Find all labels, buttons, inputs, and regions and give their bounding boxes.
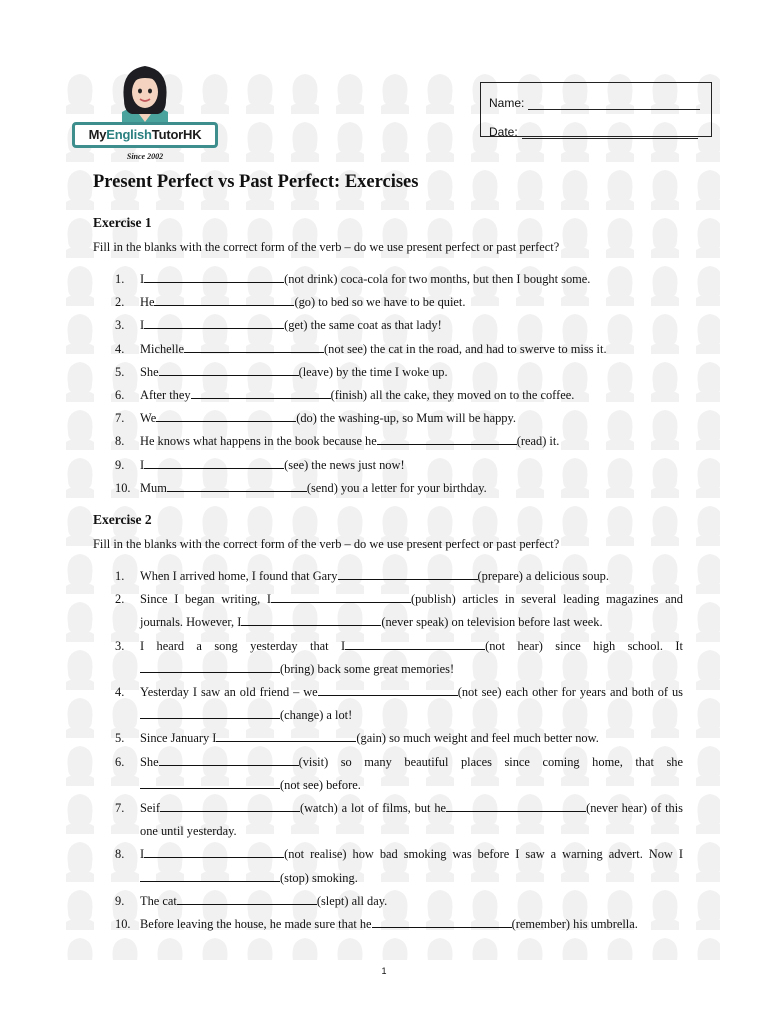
question-text: (finish) all the cake, they moved on to the coffee. bbox=[330, 388, 575, 403]
answer-blank[interactable] bbox=[191, 386, 331, 399]
answer-blank[interactable] bbox=[177, 892, 317, 905]
exercise-2-heading: Exercise 2 bbox=[93, 512, 152, 528]
question-number: 2. bbox=[115, 295, 125, 310]
question-text: (not drink) coca-cola for two months, but then I bought some. bbox=[284, 272, 591, 286]
question-text: (visit) so many beautiful places since coming home, that she bbox=[298, 754, 683, 769]
exercise2-question bbox=[93, 565, 683, 588]
answer-blank[interactable] bbox=[144, 845, 284, 858]
answer-blank[interactable] bbox=[140, 706, 280, 719]
question-text: (go) to bed so we have to be quiet. bbox=[294, 295, 466, 310]
question-number: 8. bbox=[115, 434, 125, 449]
watermark-avatar-icon bbox=[375, 70, 415, 114]
answer-blank[interactable] bbox=[241, 613, 381, 626]
question-text: (not see) each other for years and both of us bbox=[457, 685, 683, 700]
exercise-2-list bbox=[93, 565, 683, 936]
question-text: Michelle bbox=[140, 341, 185, 356]
answer-blank[interactable] bbox=[144, 456, 284, 469]
question-number: 8. bbox=[115, 847, 125, 862]
watermark-avatar-icon bbox=[690, 550, 720, 594]
question-number: 4. bbox=[115, 341, 125, 356]
name-row bbox=[489, 88, 711, 110]
question-number: 3. bbox=[115, 318, 125, 333]
question-text: I heard a song yesterday that I bbox=[140, 638, 346, 653]
answer-blank[interactable] bbox=[144, 270, 284, 283]
question-text: (not see) before. bbox=[280, 777, 361, 792]
question-text: I bbox=[140, 272, 145, 286]
question-text: (read) it. bbox=[516, 434, 560, 449]
watermark-avatar-icon bbox=[690, 886, 720, 930]
question-text: (leave) by the time I woke up. bbox=[298, 364, 448, 379]
watermark-avatar-icon bbox=[105, 934, 145, 960]
question-text: After they bbox=[140, 388, 191, 403]
watermark-avatar-icon bbox=[330, 118, 370, 162]
question-text: (change) a lot! bbox=[280, 708, 353, 723]
watermark-avatar-icon bbox=[690, 934, 720, 960]
question-text: I bbox=[140, 847, 145, 862]
question-number: 7. bbox=[115, 801, 125, 816]
question-text: (prepare) a delicious soup. bbox=[477, 569, 609, 584]
question-text: He knows what happens in the book because he bbox=[140, 434, 377, 449]
question-text: (slept) all day. bbox=[316, 893, 388, 908]
watermark-avatar-icon bbox=[285, 70, 325, 114]
exercise-1-heading: Exercise 1 bbox=[93, 215, 152, 230]
exercise1-question bbox=[93, 454, 683, 477]
exercise1-question bbox=[93, 338, 683, 361]
exercise2-question bbox=[93, 890, 683, 913]
question-text: He bbox=[140, 295, 155, 310]
name-date-box bbox=[480, 82, 712, 137]
answer-blank[interactable] bbox=[154, 293, 294, 306]
watermark-avatar-icon bbox=[420, 70, 460, 114]
watermark-avatar-icon bbox=[240, 70, 280, 114]
name-label: Name: bbox=[489, 96, 525, 110]
answer-blank[interactable] bbox=[446, 799, 586, 812]
question-number: 6. bbox=[115, 754, 125, 769]
answer-blank[interactable] bbox=[377, 432, 517, 445]
exercise2-question bbox=[93, 727, 683, 750]
answer-blank[interactable] bbox=[140, 869, 280, 882]
answer-blank[interactable] bbox=[140, 660, 280, 673]
question-number: 1. bbox=[115, 569, 125, 584]
question-number: 1. bbox=[115, 272, 125, 286]
question-text: Since I began writing, I bbox=[140, 592, 271, 607]
question-number: 6. bbox=[115, 388, 125, 403]
watermark-avatar-icon bbox=[690, 694, 720, 738]
watermark-avatar-icon bbox=[690, 646, 720, 690]
question-number: 2. bbox=[115, 592, 125, 607]
question-text: (stop) smoking. bbox=[280, 870, 358, 885]
tutor-avatar-icon bbox=[114, 60, 176, 126]
watermark-avatar-icon bbox=[600, 934, 640, 960]
watermark-avatar-icon bbox=[420, 118, 460, 162]
watermark-avatar-icon bbox=[240, 118, 280, 162]
company-logo bbox=[72, 60, 222, 170]
answer-blank[interactable] bbox=[318, 683, 458, 696]
watermark-avatar-icon bbox=[690, 598, 720, 642]
answer-blank[interactable] bbox=[271, 590, 411, 603]
watermark-avatar-icon bbox=[510, 934, 550, 960]
question-text: (not hear) since high school. It bbox=[485, 638, 683, 653]
exercise1-question bbox=[93, 407, 683, 430]
worksheet-content bbox=[93, 172, 683, 936]
question-text: Since January I bbox=[140, 731, 217, 746]
question-text: Before leaving the house, he made sure that he bbox=[140, 917, 372, 932]
answer-blank[interactable] bbox=[184, 340, 324, 353]
question-number: 5. bbox=[115, 364, 125, 379]
watermark-avatar-icon bbox=[60, 934, 100, 960]
question-text: (gain) so much weight and feel much better now. bbox=[356, 731, 599, 746]
question-text: (see) the news just now! bbox=[284, 457, 405, 472]
exercise2-question bbox=[93, 913, 683, 936]
question-text: We bbox=[140, 411, 157, 426]
watermark-avatar-icon bbox=[330, 934, 370, 960]
date-field-line[interactable] bbox=[522, 127, 698, 139]
question-text: (never hear) of this one until yesterday. bbox=[140, 801, 684, 839]
answer-blank[interactable] bbox=[159, 753, 299, 766]
question-number: 7. bbox=[115, 411, 125, 426]
question-number: 9. bbox=[115, 893, 125, 908]
exercise2-question bbox=[93, 635, 683, 681]
watermark-avatar-icon bbox=[150, 934, 190, 960]
question-text: She bbox=[140, 364, 159, 379]
watermark-avatar-icon bbox=[375, 934, 415, 960]
watermark-avatar-icon bbox=[690, 406, 720, 450]
watermark-avatar-icon bbox=[690, 454, 720, 498]
answer-blank[interactable] bbox=[159, 363, 299, 376]
watermark-avatar-icon bbox=[690, 742, 720, 786]
watermark-avatar-icon bbox=[690, 262, 720, 306]
exercise2-question bbox=[93, 751, 683, 797]
page-title: Present Perfect vs Past Perfect: Exercises bbox=[93, 172, 419, 192]
watermark-avatar-icon bbox=[690, 310, 720, 354]
exercise2-question bbox=[93, 797, 683, 843]
question-text: (remember) his umbrella. bbox=[511, 917, 638, 932]
question-text: The cat bbox=[140, 893, 177, 908]
question-text: (not see) the cat in the road, and had to swerve to miss it. bbox=[324, 341, 607, 356]
watermark-avatar-icon bbox=[690, 166, 720, 210]
logo-wordmark: MyEnglishTutorHK bbox=[72, 122, 218, 148]
name-field-line[interactable] bbox=[528, 98, 700, 110]
watermark-avatar-icon bbox=[420, 934, 460, 960]
question-number: 10. bbox=[115, 480, 131, 495]
exercise-1-instructions: Fill in the blanks with the correct form of the verb – do we use present perfect or past perfect? bbox=[93, 240, 560, 254]
answer-blank[interactable] bbox=[144, 316, 284, 329]
question-number: 3. bbox=[115, 638, 125, 653]
question-text: (do) the washing-up, so Mum will be happy. bbox=[296, 411, 516, 426]
watermark-avatar-icon bbox=[555, 934, 595, 960]
question-text: (get) the same coat as that lady! bbox=[284, 318, 442, 333]
watermark-avatar-icon bbox=[690, 358, 720, 402]
exercise1-question bbox=[93, 430, 683, 453]
question-text: (bring) back some great memories! bbox=[280, 661, 455, 676]
watermark-avatar-icon bbox=[195, 934, 235, 960]
page-number: 1 bbox=[381, 966, 387, 976]
question-text: (send) you a letter for your birthday. bbox=[306, 480, 487, 495]
answer-blank[interactable] bbox=[216, 729, 356, 742]
exercise2-question bbox=[93, 588, 683, 634]
answer-blank[interactable] bbox=[160, 799, 300, 812]
question-text: (watch) a lot of films, but he bbox=[299, 801, 447, 816]
question-text: Yesterday I saw an old friend – we bbox=[140, 685, 318, 700]
date-label: Date: bbox=[489, 125, 518, 139]
question-number: 4. bbox=[115, 685, 125, 700]
date-row bbox=[489, 117, 711, 139]
watermark-avatar-icon bbox=[375, 118, 415, 162]
exercise1-question bbox=[93, 384, 683, 407]
watermark-avatar-icon bbox=[645, 934, 685, 960]
exercise1-question bbox=[93, 361, 683, 384]
answer-blank[interactable] bbox=[345, 637, 485, 650]
watermark-avatar-icon bbox=[285, 934, 325, 960]
question-number: 5. bbox=[115, 731, 125, 746]
watermark-avatar-icon bbox=[690, 838, 720, 882]
watermark-avatar-icon bbox=[330, 70, 370, 114]
exercise2-question bbox=[93, 681, 683, 727]
watermark-avatar-icon bbox=[285, 118, 325, 162]
question-text: When I arrived home, I found that Gary bbox=[140, 569, 338, 584]
question-text: I bbox=[140, 318, 145, 333]
question-text: (not realise) how bad smoking was before I saw a warning advert. Now I bbox=[284, 847, 683, 862]
exercise2-question bbox=[93, 843, 683, 889]
answer-blank[interactable] bbox=[140, 776, 280, 789]
question-text: (never speak) on television before last week. bbox=[381, 615, 603, 630]
watermark-avatar-icon bbox=[690, 502, 720, 546]
question-text: Mum bbox=[140, 480, 167, 495]
exercise1-question bbox=[93, 477, 683, 500]
watermark-avatar-icon bbox=[465, 934, 505, 960]
exercise1-question bbox=[93, 314, 683, 337]
answer-blank[interactable] bbox=[156, 409, 296, 422]
question-text: Seif bbox=[140, 801, 160, 816]
question-number: 10. bbox=[115, 917, 131, 932]
watermark-avatar-icon bbox=[690, 790, 720, 834]
exercise-1-list bbox=[93, 268, 683, 500]
exercise1-question bbox=[93, 268, 683, 291]
exercise1-question bbox=[93, 291, 683, 314]
watermark-avatar-icon bbox=[690, 214, 720, 258]
answer-blank[interactable] bbox=[372, 915, 512, 928]
answer-blank[interactable] bbox=[167, 479, 307, 492]
exercise-2-instructions: Fill in the blanks with the correct form of the verb – do we use present perfect or past perfect? bbox=[93, 537, 560, 552]
question-text: I bbox=[140, 457, 145, 472]
question-text: (publish) articles in several leading magazines and journals. However, I bbox=[140, 592, 683, 630]
question-number: 9. bbox=[115, 457, 125, 472]
answer-blank[interactable] bbox=[338, 567, 478, 580]
logo-since-tagline: Since 2002 bbox=[126, 152, 164, 161]
watermark-avatar-icon bbox=[240, 934, 280, 960]
question-text: She bbox=[140, 754, 159, 769]
